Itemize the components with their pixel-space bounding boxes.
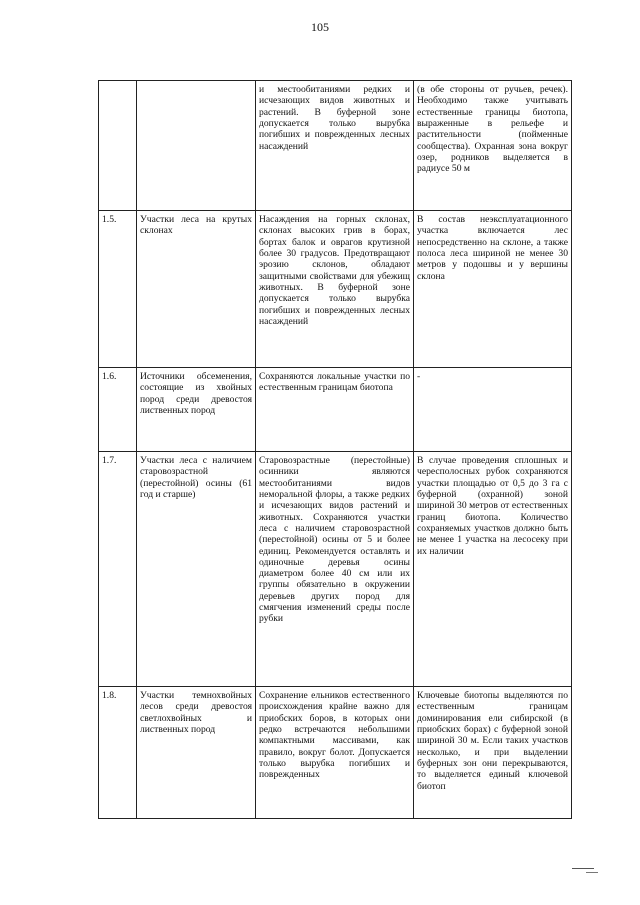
biotope-name: Участки леса на крутых склонах xyxy=(137,211,256,368)
biotope-name: Участки темнохвойных лесов среди древостоя светлохвойных и лиственных пород xyxy=(137,687,256,819)
table-row xyxy=(99,687,572,819)
biotope-notes: (в обе стороны от ручьев, речек). Необходимо также учитывать естественные границы биотопа, выраженные в рельефе и растительности (пойменные сообщества). Охранная зона вокруг озер, родников выделяется в радиусе 50 м xyxy=(414,81,572,211)
biotope-description: и местообитаниями редких и исчезающих видов животных и растений. В буферной зоне допускается только вырубка погибших и поврежденных лесных насаждений xyxy=(256,81,414,211)
scan-mark xyxy=(572,868,594,869)
row-number: 1.6. xyxy=(99,368,137,452)
biotope-description: Сохраняются локальные участки по естественным границам биотопа xyxy=(256,368,414,452)
biotope-name xyxy=(137,81,256,211)
row-number: 1.5. xyxy=(99,211,137,368)
page-number: 105 xyxy=(311,20,329,34)
table-row xyxy=(99,81,572,211)
biotope-name: Участки леса с наличием старовозрастной (перестойной) осины (61 год и старше) xyxy=(137,452,256,687)
row-number xyxy=(99,81,137,211)
table-row xyxy=(99,211,572,368)
table-row xyxy=(99,452,572,687)
biotope-description: Насаждения на горных склонах, склонах высоких грив в борах, бортах балок и оврагов крутизной более 30 градусов. Предотвращают эрозию склонов, обладают защитными свойствами для убежищ животных. В буферной зоне допускается только вырубка погибших и поврежденных лесных насаждений xyxy=(256,211,414,368)
biotope-name: Источники обсеменения, состоящие из хвойных пород среди древостоя лиственных пород xyxy=(137,368,256,452)
biotope-notes: Ключевые биотопы выделяются по естественным границам доминирования ели сибирской (в приобских борах) с буферной зоной шириной 30 м. Если таких участков несколько, и при выделении буферных зон они перекрываются, то выделяется единый ключевой биотоп xyxy=(414,687,572,819)
biotope-notes: - xyxy=(414,368,572,452)
biotope-notes: В случае проведения сплошных и чересполосных рубок сохраняются участки площадью от 0,5 до 3 га с буферной (охранной) зоной шириной 30 метров от естественных границ биотопа. Количество сохраняемых участков должно быть не менее 1 участка на лесосеку при их наличии xyxy=(414,452,572,687)
row-number: 1.8. xyxy=(99,687,137,819)
table-row xyxy=(99,368,572,452)
scan-mark xyxy=(586,872,598,873)
biotope-description: Старовозрастные (перестойные) осинники являются местообитаниями видов неморальной флоры, а также редких и исчезающих видов растений и животных. Сохраняются участки леса с наличием старовозрастной (перестойной) осины от 5 и более единиц. Рекомендуется оставлять и одиночные деревья осины диаметром более 40 см или их группы обязательно в окружении деревьев других пород для смягчения изменений среды после рубки xyxy=(256,452,414,687)
biotope-notes: В состав неэксплуатационного участка включается лес непосредственно на склоне, а также полоса леса шириной не менее 30 метров у подошвы и у вершины склона xyxy=(414,211,572,368)
biotope-table xyxy=(98,80,572,819)
biotope-description: Сохранение ельников естественного происхождения крайне важно для приобских боров, в которых они редко встречаются небольшими компактными массивами, как правило, вокруг болот. Допускается только вырубка погибших и поврежденных xyxy=(256,687,414,819)
row-number: 1.7. xyxy=(99,452,137,687)
